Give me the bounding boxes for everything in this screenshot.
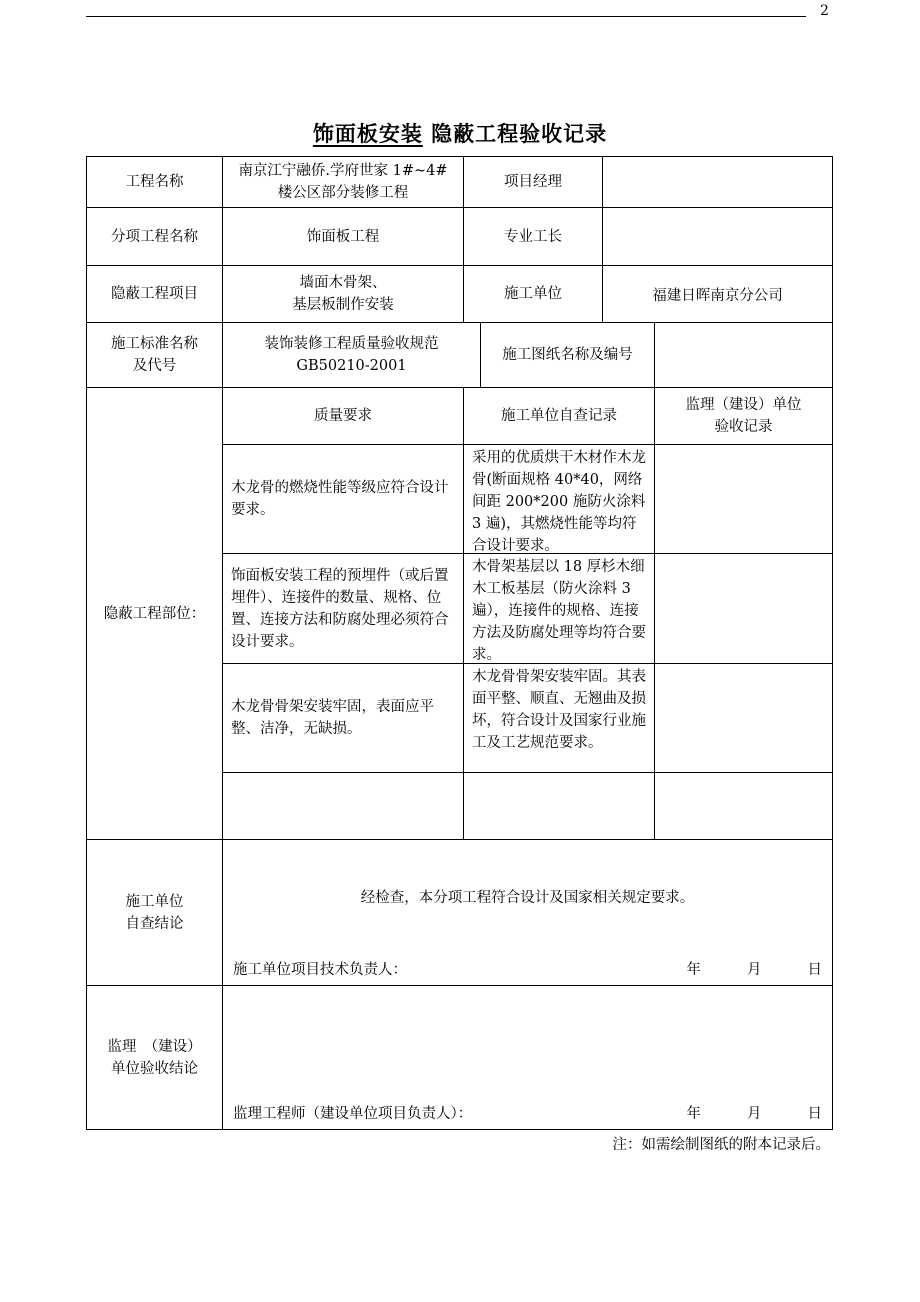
- document-title: [0, 118, 920, 148]
- foreman-value: [602, 207, 833, 266]
- sub-item-label: 分项工程名称: [86, 207, 223, 266]
- drawing-label: 施工图纸名称及编号: [480, 322, 655, 388]
- foreman-label: 专业工长: [463, 207, 603, 266]
- requirement-1: 木龙骨的燃烧性能等级应符合设计要求。: [222, 444, 464, 554]
- construction-unit-label: 施工单位: [463, 265, 603, 323]
- hidden-item-value: 墙面木骨架、 基层板制作安装: [222, 265, 464, 323]
- construction-unit-value: 福建日晖南京分公司: [602, 265, 833, 323]
- self-check-4: [463, 772, 655, 840]
- self-date: [641, 959, 823, 981]
- header-supervision: 监理（建设）单位 验收记录: [654, 387, 833, 445]
- self-date-year: 年: [686, 962, 701, 978]
- supervision-date: [641, 1103, 823, 1125]
- footnote: 注：如需绘制图纸的附本记录后。: [612, 1137, 830, 1153]
- supervision-signature-row: [233, 1099, 822, 1129]
- standard-label: 施工标准名称 及代号: [86, 322, 223, 388]
- self-signer-label: 施工单位项目技术负责人：: [233, 962, 407, 978]
- supervision-1: [654, 444, 833, 554]
- supervision-signer-label: 监理工程师（建设单位项目负责人）：: [233, 1106, 473, 1122]
- supervision-conclusion-label: 监理 （建设） 单位验收结论: [86, 985, 223, 1130]
- hidden-item-label: 隐蔽工程项目: [86, 265, 223, 323]
- supervision-conclusion-text: [233, 986, 822, 1099]
- self-date-day: 日: [807, 962, 822, 978]
- sub-item-value: 饰面板工程: [222, 207, 464, 266]
- supervision-conclusion-box: [222, 985, 833, 1130]
- title-part1: 饰面板安装: [312, 122, 423, 146]
- self-conclusion-label: 施工单位 自查结论: [86, 839, 223, 986]
- supervision-date-year: 年: [686, 1106, 701, 1122]
- self-check-3: 木龙骨骨架安装牢固。其表面平整、顺直、无翘曲及损坏，符合设计及国家行业施工及工艺规范要求。: [463, 663, 655, 773]
- hidden-section-label: 隐蔽工程部位：: [86, 387, 223, 840]
- self-check-1: 采用的优质烘干木材作木龙骨(断面规格 40*40，网络间距 200*200 施防火涂料 3 遍)，其燃烧性能等均符合设计要求。: [463, 444, 655, 554]
- self-conclusion-box: [222, 839, 833, 986]
- title-part2: 隐蔽工程验收记录: [422, 122, 608, 146]
- supervision-2: [654, 553, 833, 664]
- supervision-4: [654, 772, 833, 840]
- requirement-3: 木龙骨骨架安装牢固，表面应平整、洁净，无缺损。: [222, 663, 464, 773]
- drawing-value: [654, 322, 833, 388]
- standard-value: 装饰装修工程质量验收规范 GB50210-2001: [222, 322, 481, 388]
- self-check-2: 木骨架基层以 18 厚杉木细木工板基层（防火涂料 3 遍），连接件的规格、连接方法及防腐处理等均符合要求。: [463, 553, 655, 664]
- supervision-date-month: 月: [747, 1106, 762, 1122]
- project-name-value: 南京江宁融侨.学府世家 1#~4# 楼公区部分装修工程: [222, 156, 464, 208]
- project-manager-label: 项目经理: [463, 156, 603, 208]
- header-requirement: 质量要求: [222, 387, 464, 445]
- supervision-date-day: 日: [807, 1106, 822, 1122]
- self-date-month: 月: [747, 962, 762, 978]
- header-rule: [86, 16, 806, 17]
- requirement-4: [222, 772, 464, 840]
- self-conclusion-text: 经检查，本分项工程符合设计及国家相关规定要求。: [360, 889, 695, 906]
- header-self-check: 施工单位自查记录: [463, 387, 655, 445]
- project-name-label: 工程名称: [86, 156, 223, 208]
- requirement-2: 饰面板安装工程的预埋件（或后置埋件）、连接件的数量、规格、位置、连接方法和防腐处理必须符合设计要求。: [222, 553, 464, 664]
- self-signature-row: [233, 955, 822, 985]
- supervision-3: [654, 663, 833, 773]
- project-manager-value: [602, 156, 833, 208]
- page-number: 2: [820, 3, 829, 19]
